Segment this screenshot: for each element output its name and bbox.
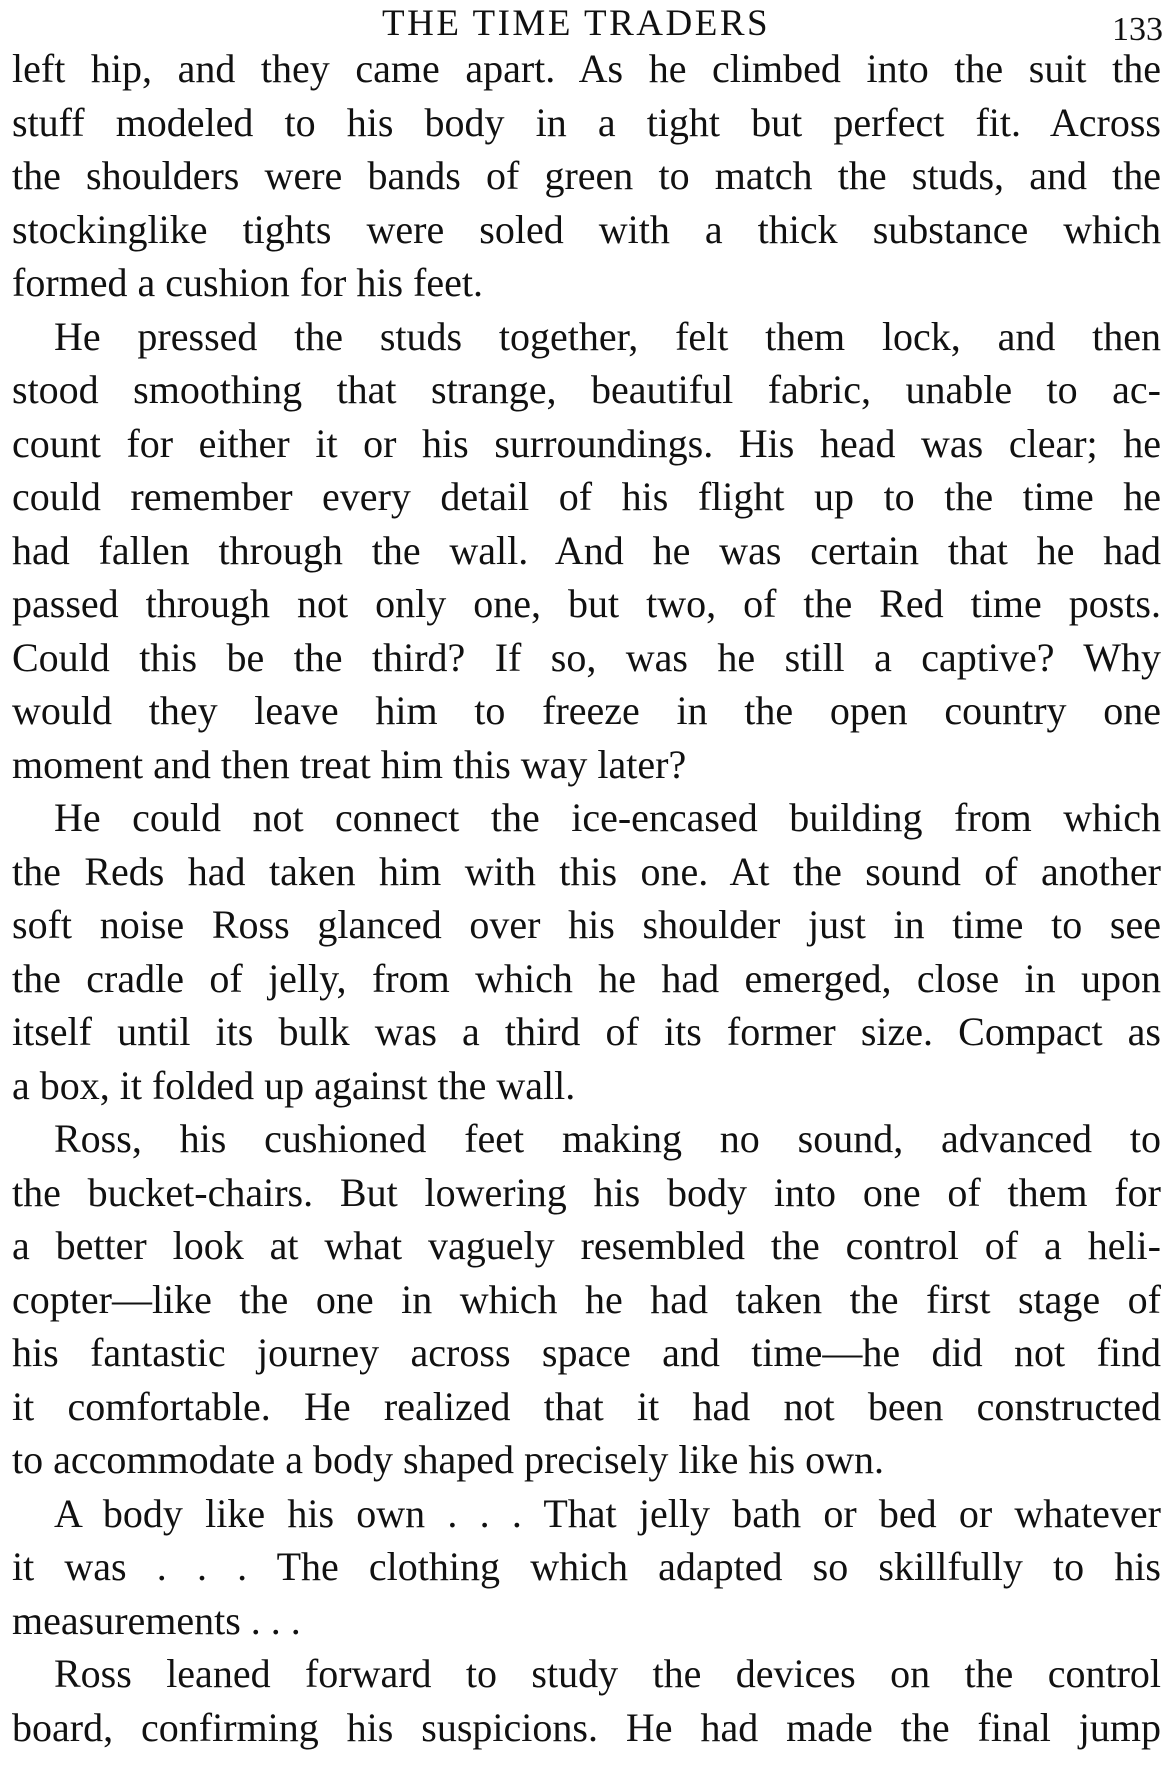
running-head: THE TIME TRADERS [382, 3, 771, 44]
body-text [12, 42, 1161, 1754]
text-line: the Reds had taken him with this one. At the sound of another [12, 848, 1161, 894]
text-line: to accommodate a body shaped precisely like his own. [12, 1437, 884, 1482]
text-line: Ross leaned forward to study the devices on the control [54, 1651, 1161, 1696]
text-line: it was . . . The clothing which adapted so skillfully to his [12, 1544, 1161, 1589]
text-line: stockinglike tights were soled with a thick substance which [12, 206, 1161, 252]
paragraph-3 [12, 791, 1161, 1112]
text-line: his fantastic journey across space and time—he did not find [12, 1330, 1161, 1375]
text-line: had fallen through the wall. And he was certain that he had [12, 527, 1161, 573]
text-line: formed a cushion for his feet. [12, 260, 483, 305]
text-line: He pressed the studs together, felt them lock, and then [54, 313, 1161, 359]
text-line: could remember every detail of his flight up to the time he [12, 474, 1161, 519]
text-line: the cradle of jelly, from which he had emerged, close in upon [12, 955, 1161, 1001]
text-line: Could this be the third? If so, was he still a captive? Why [12, 634, 1161, 680]
paragraph-2 [12, 310, 1161, 792]
paragraph-1 [12, 42, 1161, 310]
text-line: passed through not only one, but two, of the Red time posts. [12, 581, 1161, 626]
text-line: moment and then treat him this way later? [12, 741, 687, 787]
text-line: count for either it or his surroundings. His head was clear; he [12, 420, 1161, 466]
paragraph-6 [12, 1647, 1161, 1754]
text-line: soft noise Ross glanced over his shoulder just in time to see [12, 902, 1161, 947]
text-line: the shoulders were bands of green to match the studs, and the [12, 153, 1161, 198]
text-line: a box, it folded up against the wall. [12, 1062, 576, 1108]
text-line: a better look at what vaguely resembled the control of a heli- [12, 1223, 1161, 1268]
text-line: would they leave him to freeze in the open country one [12, 688, 1161, 733]
text-line: He could not connect the ice-encased building from which [54, 795, 1161, 840]
text-line: it comfortable. He realized that it had not been constructed [12, 1383, 1161, 1429]
text-line: itself until its bulk was a third of its former size. Compact as [12, 1009, 1161, 1054]
text-line: the bucket-chairs. But lowering his body into one of them for [12, 1169, 1161, 1215]
page-number: 133 [1112, 11, 1163, 48]
text-line: Ross, his cushioned feet making no sound, advanced to [54, 1116, 1161, 1161]
paragraph-5 [12, 1487, 1161, 1648]
text-line: A body like his own . . . That jelly bath or bed or whatever [54, 1490, 1161, 1536]
text-line: left hip, and they came apart. As he climbed into the suit the [12, 46, 1161, 91]
text-line: measurements . . . [12, 1597, 301, 1643]
text-line: board, confirming his suspicions. He had made the final jump [12, 1704, 1161, 1750]
paragraph-4 [12, 1112, 1161, 1487]
text-line: stuff modeled to his body in a tight but perfect fit. Across [12, 99, 1161, 145]
text-line: copter—like the one in which he had taken the first stage of [12, 1276, 1161, 1322]
text-line: stood smoothing that strange, beautiful fabric, unable to ac- [12, 367, 1161, 412]
